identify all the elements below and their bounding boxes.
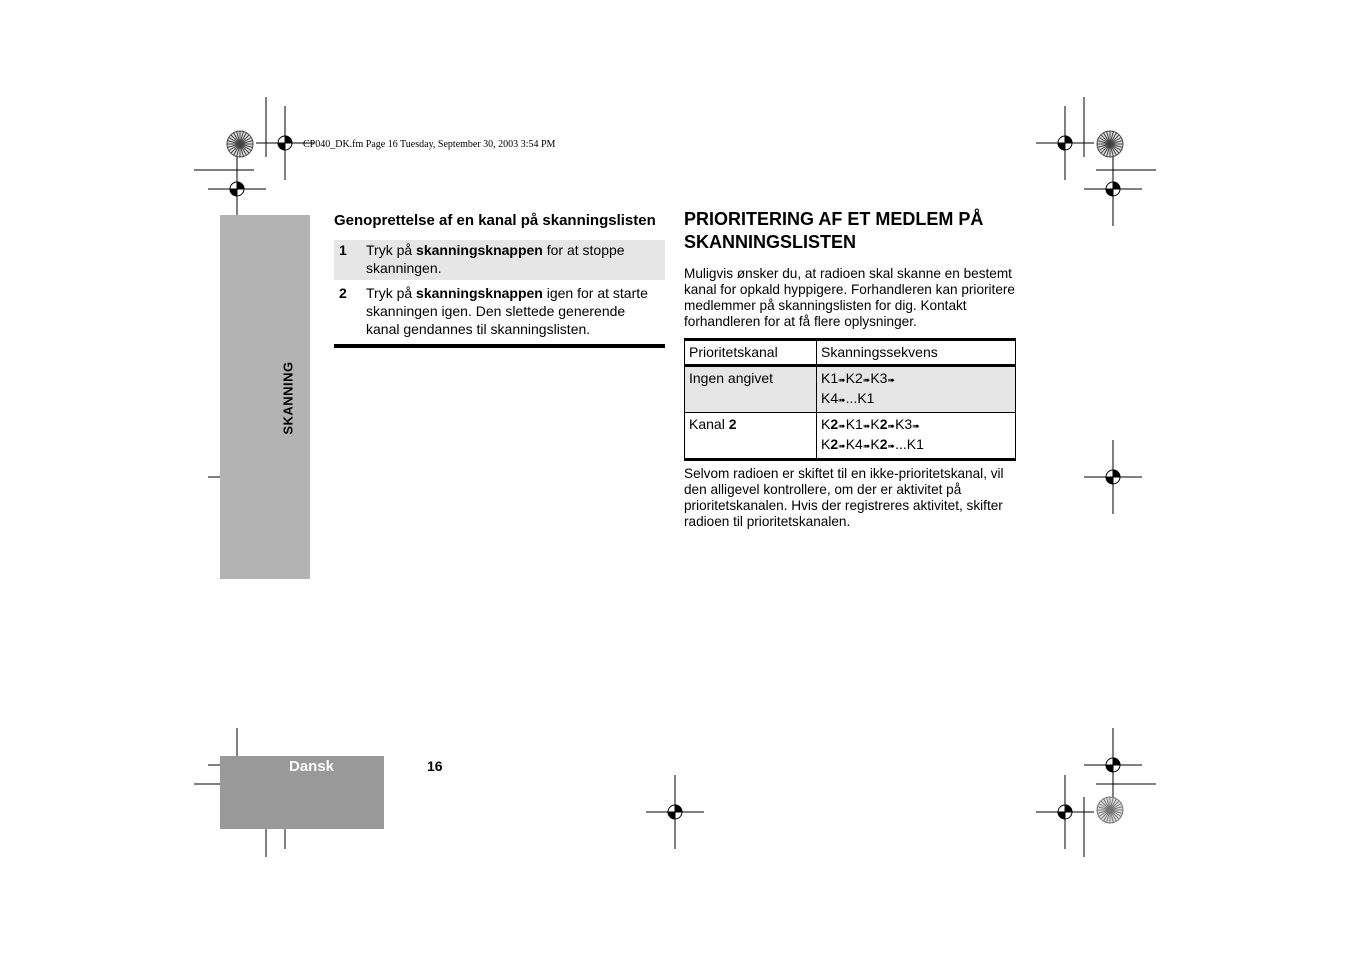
sequence-cell: K1➠K2➠K3➠ K4➠...K1	[817, 366, 1016, 413]
outro-paragraph: Selvom radioen er skiftet til en ikke-prioritetskanal, vil den alligevel kontrollere, om der er aktivitet på prioritetskanalen. Hvis der registreres aktivitet, skifter radioen til prioritetskanalen.	[684, 466, 1004, 529]
step-number: 1	[339, 242, 347, 258]
registration-rosette	[1097, 131, 1123, 157]
restore-channel-section	[334, 210, 665, 348]
registration-crosshair	[1084, 152, 1142, 226]
sequence-cell: K2➠K1➠K2➠K3➠ K2➠K4➠K2➠...K1	[817, 413, 1016, 460]
step-text: Tryk på skanningsknappen for at stoppe skanningen.	[366, 242, 625, 276]
header-cell: Prioritetskanal	[685, 340, 817, 366]
registration-rosette	[227, 131, 253, 157]
registration-crosshair	[1084, 440, 1142, 514]
intro-paragraph: Muligvis ønsker du, at radioen skal skanne en bestemt kanal for opkald hyppigere. Forhandleren kan prioritere medlemmer på skanningslisten for dig. Kontakt forhandleren for at få flere oplysninger.	[684, 266, 1015, 329]
registration-crosshair	[1036, 106, 1094, 180]
page-number: 16	[427, 758, 443, 774]
registration-crosshair	[1084, 728, 1142, 802]
table-row	[685, 366, 1016, 413]
registration-crosshair	[1036, 775, 1094, 849]
section-heading: Genoprettelse af en kanal på skanningslisten	[334, 212, 656, 229]
registration-crosshair	[646, 775, 704, 849]
file-header: CP040_DK.fm Page 16 Tuesday, September 30, 2003 3:54 PM	[303, 139, 556, 150]
step-text: Tryk på skanningsknappen igen for at starte skanningen igen. Den slettede generende kanal gendannes til skanningslisten.	[366, 285, 648, 337]
footer-language: Dansk	[289, 758, 335, 775]
section-title: PRIORITERING AF ET MEDLEM PÅ SKANNINGSLISTEN	[684, 209, 984, 252]
step-number: 2	[339, 285, 347, 301]
table-header-row	[685, 340, 1016, 366]
section-end-rule	[334, 344, 665, 348]
step-1	[334, 240, 665, 280]
registration-rosette	[1097, 797, 1123, 823]
priority-table	[684, 338, 1016, 461]
priority-section	[684, 208, 1016, 530]
channel-cell: Ingen angivet	[685, 366, 817, 413]
step-2	[334, 283, 665, 341]
channel-cell: Kanal 2	[685, 413, 817, 460]
table-row	[685, 413, 1016, 460]
side-tab-label: SKANNING	[280, 361, 296, 435]
header-cell: Skanningssekvens	[817, 340, 1016, 366]
